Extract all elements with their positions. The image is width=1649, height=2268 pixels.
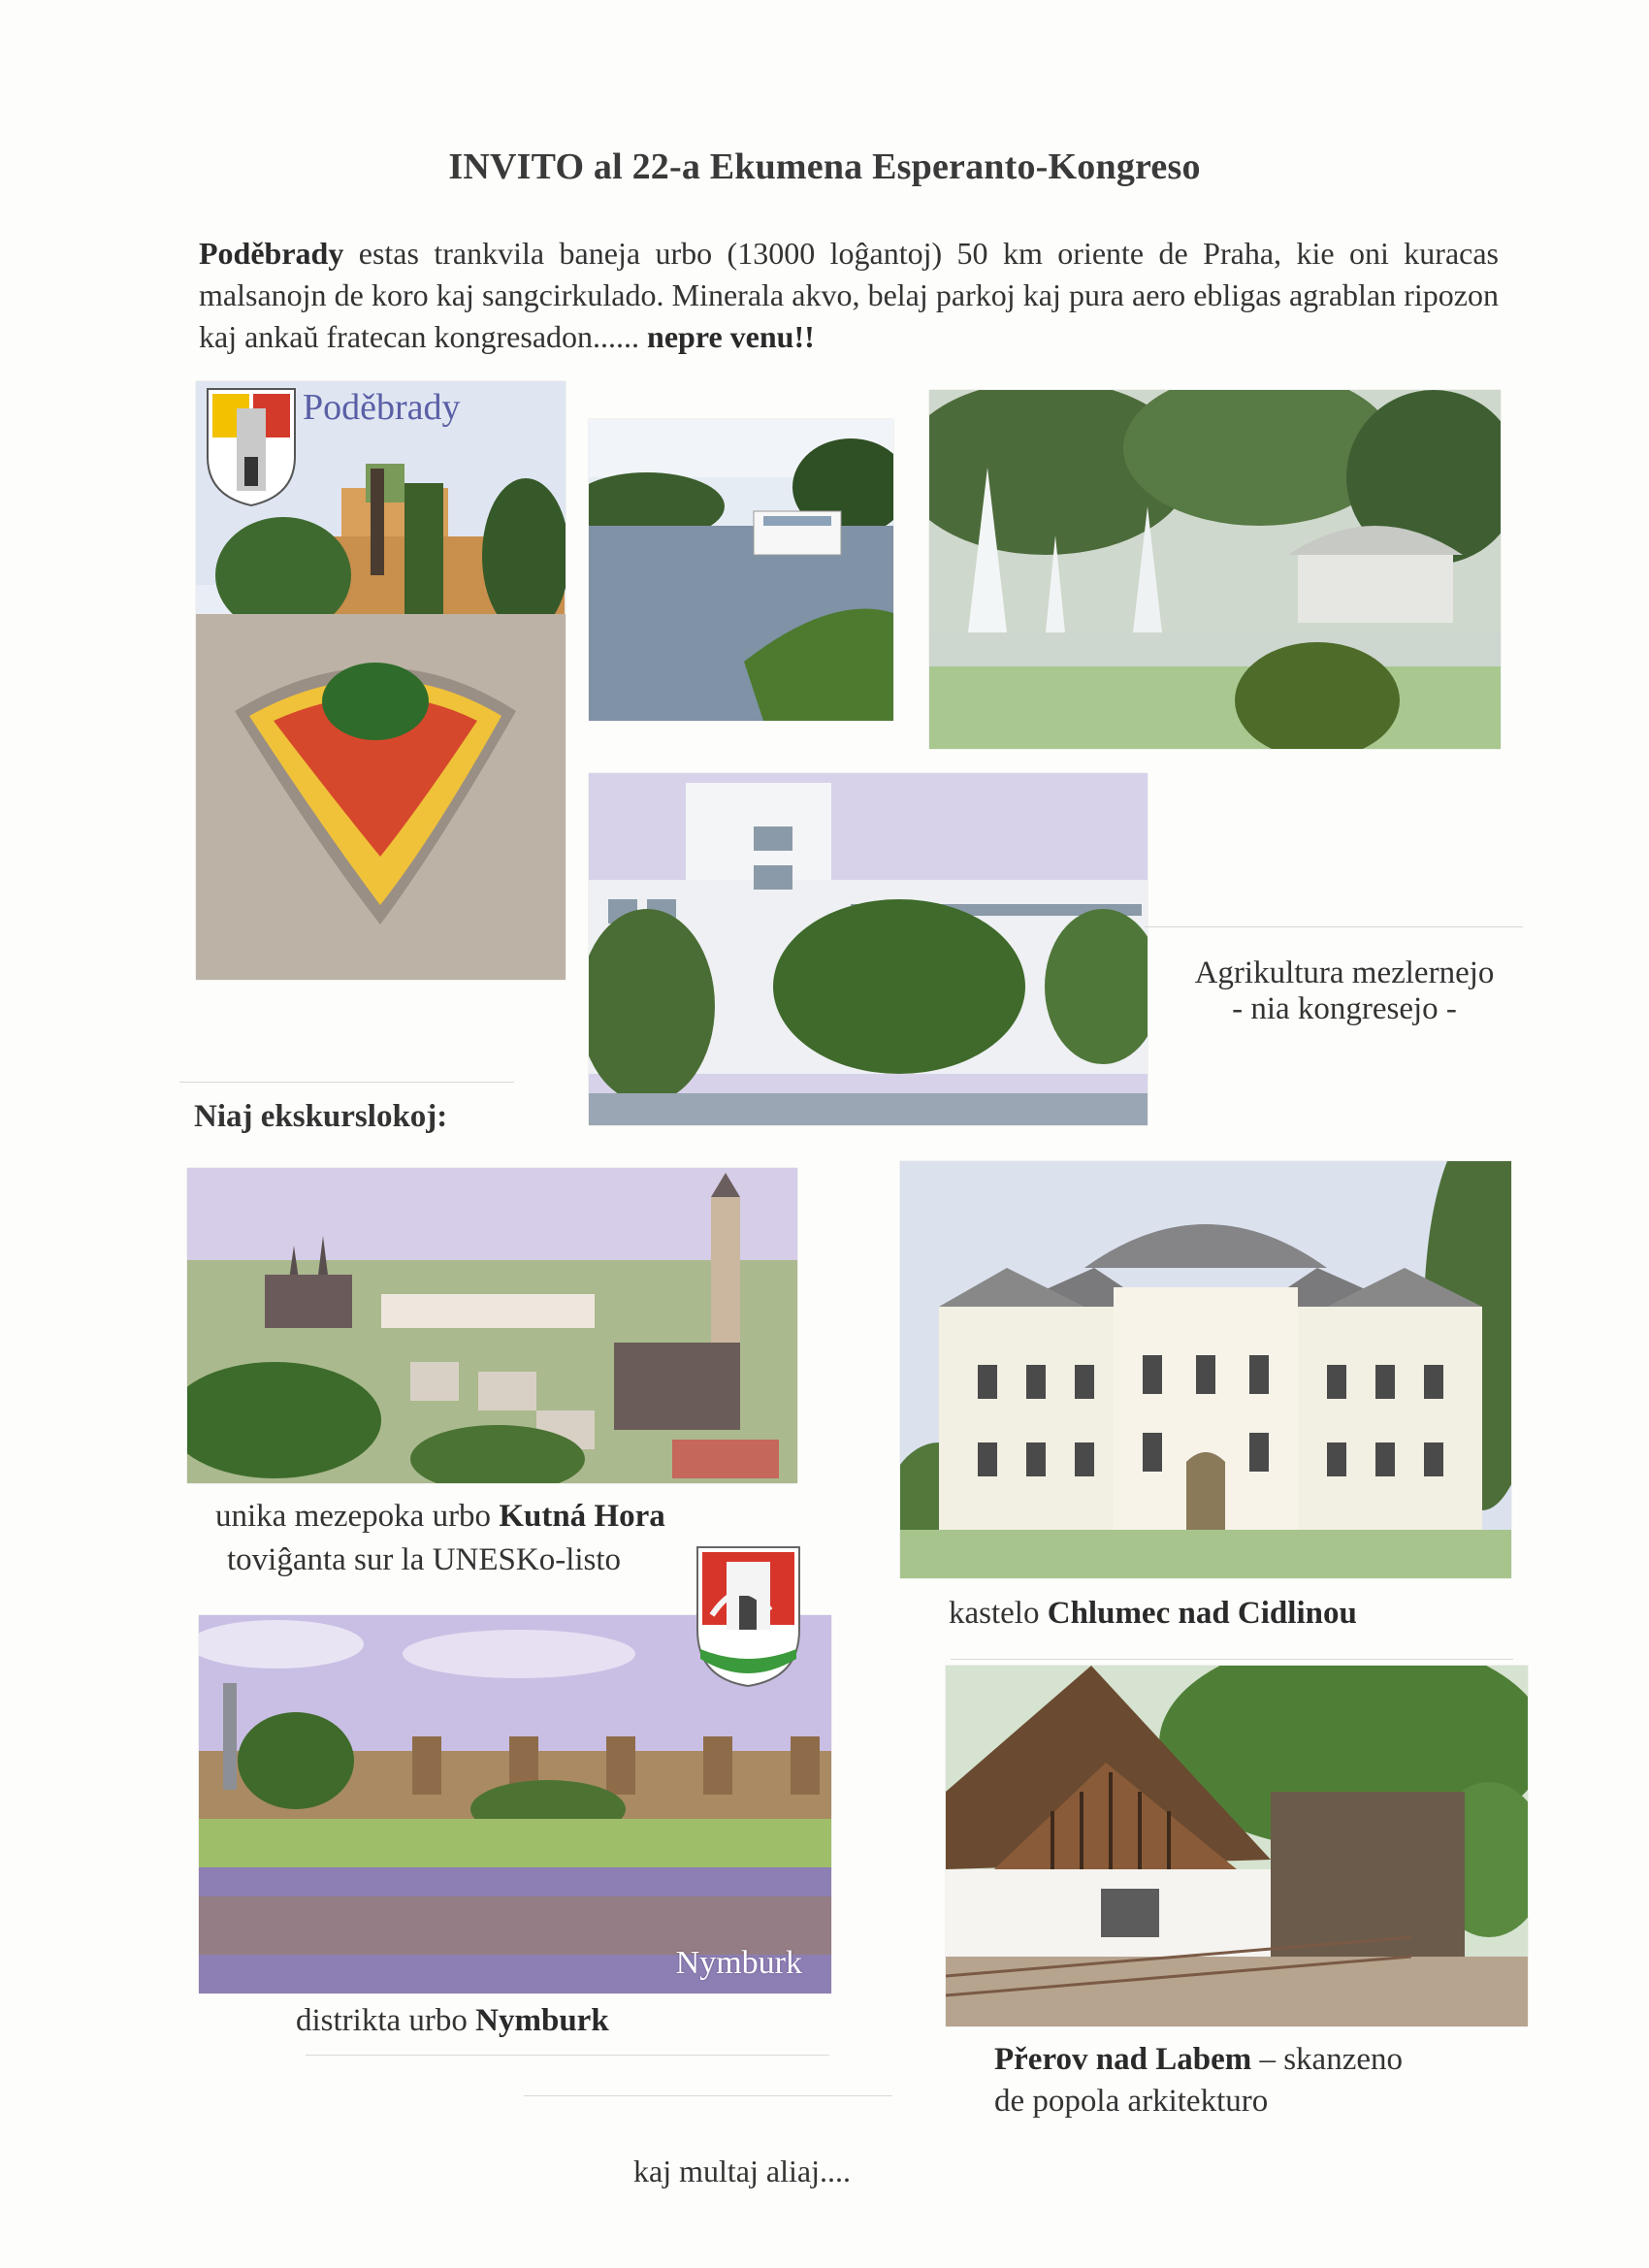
divider	[524, 2095, 892, 2096]
photo-kutna-hora	[187, 1168, 797, 1483]
agri-caption-line1: Agrikultura mezlernejo	[1194, 956, 1495, 990]
divider	[951, 1659, 1513, 1660]
intro-text: estas trankvila baneja urbo (13000 loĝantoj) 50 km oriente de Praha, kie oni kuracas malsanojn de koro kaj sangcirkulado. Minerala akvo, belaj parkoj kaj pura aero ebligas agrablan ripozon kaj ankaŭ fratecan kongresadon......	[199, 236, 1499, 354]
podebrady-photo-label: Poděbrady	[303, 387, 461, 428]
kutna-caption-line1: unika mezepoka urbo Kutná Hora	[215, 1499, 665, 1534]
photo-fountain-park	[929, 390, 1501, 749]
footer-text: kaj multaj aliaj....	[633, 2154, 851, 2188]
prerov-caption-line1: Přerov nad Labem – skanzeno	[994, 2042, 1404, 2077]
excursions-heading: Niaj ekskurslokoj:	[194, 1099, 448, 1134]
agri-caption-line2: - nia kongresejo -	[1232, 991, 1457, 1026]
nymburk-coat-of-arms	[693, 1542, 804, 1688]
agri-caption	[1160, 956, 1529, 1027]
prerov-caption-line2: de popola arkitekturo	[994, 2084, 1269, 2119]
photo-prerov-skanzen	[946, 1666, 1528, 2026]
photo-podebrady-square	[196, 381, 566, 980]
nymburk-caption: distrikta urbo Nymburk	[296, 2003, 609, 2038]
page-title: INVITO al 22-a Ekumena Esperanto-Kongreso	[448, 146, 1201, 187]
kutna-caption-line2: toviĝanta sur la UNESKo-listo	[227, 1542, 622, 1577]
photo-chlumec-castle	[900, 1161, 1511, 1578]
chlumec-caption: kastelo Chlumec nad Cidlinou	[949, 1596, 1357, 1631]
intro-paragraph	[199, 233, 1499, 358]
intro-closing: nepre venu!!	[647, 319, 815, 354]
divider	[306, 2055, 829, 2056]
nymburk-photo-label: Nymburk	[675, 1945, 802, 1981]
intro-city: Poděbrady	[199, 236, 344, 271]
divider	[179, 1082, 514, 1083]
divider	[1145, 926, 1523, 927]
photo-lake-boat	[589, 419, 893, 721]
photo-agricultural-school	[589, 773, 1148, 1125]
